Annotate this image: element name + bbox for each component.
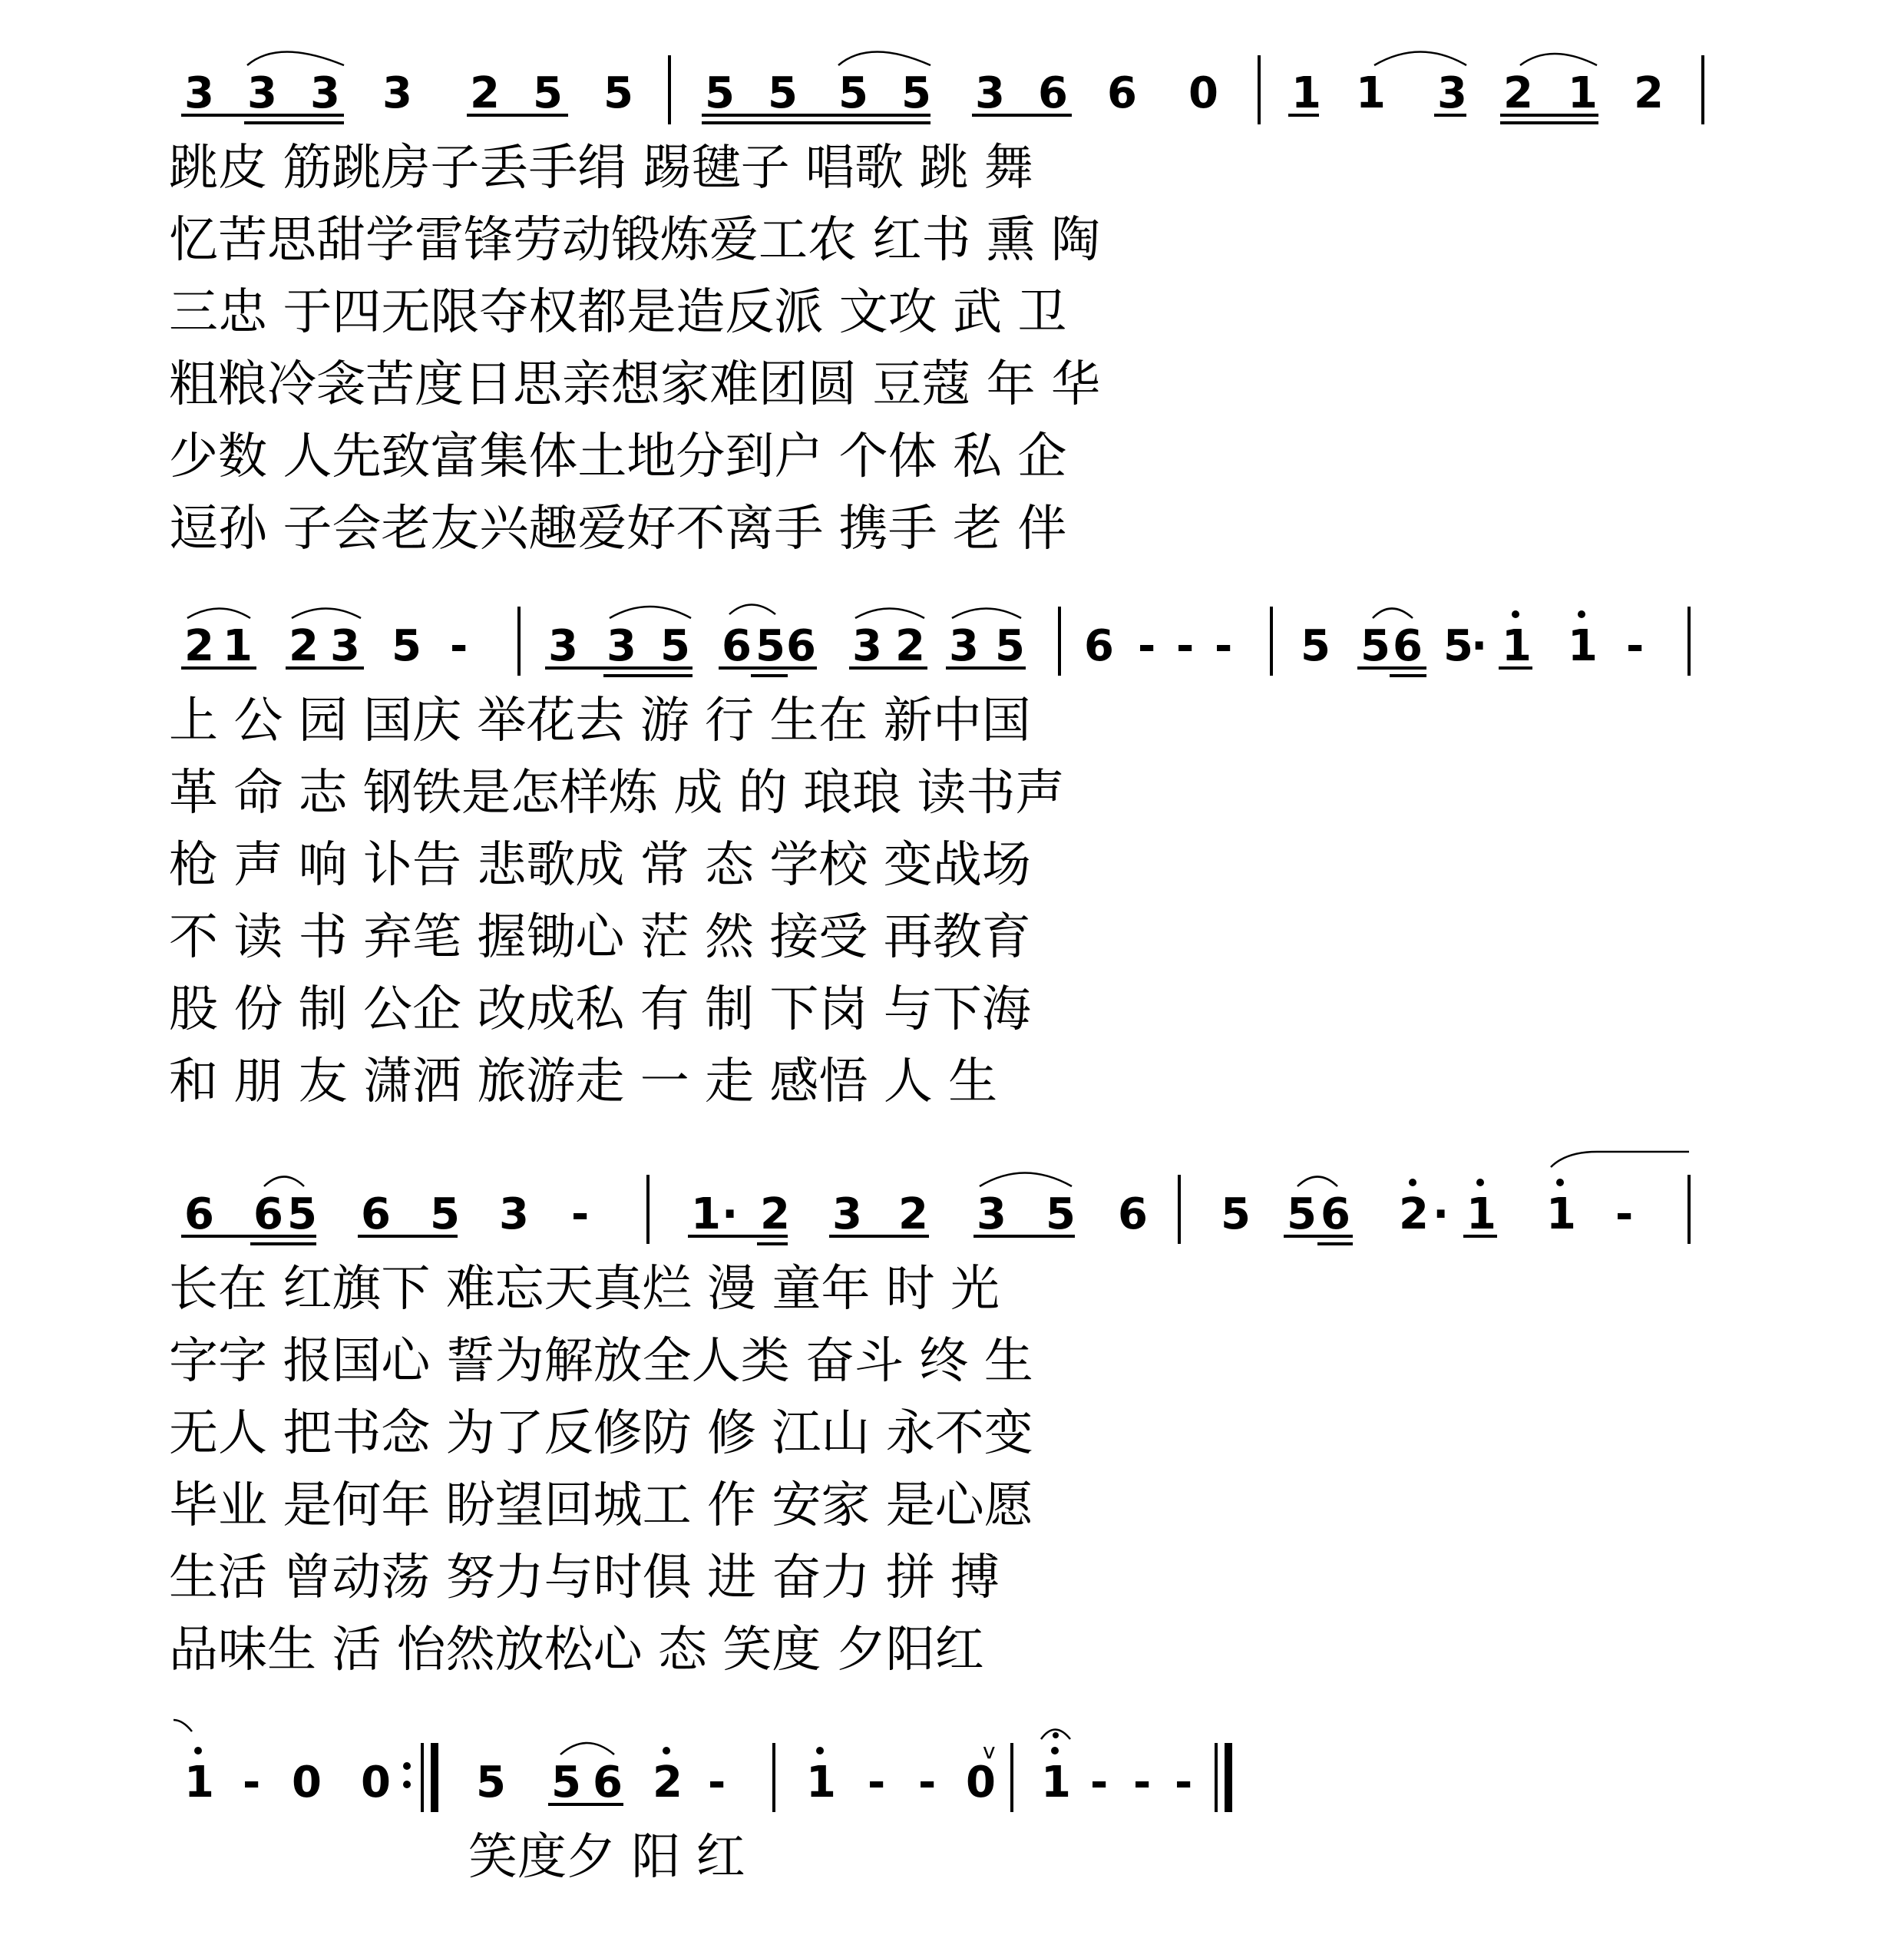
lyric-line: 跳皮 筋跳房子丢手绢 踢毽子 唱歌 跳 舞 xyxy=(169,140,1033,197)
lyrics-row-3 xyxy=(169,1261,1033,1678)
note: 3 xyxy=(977,1189,1007,1239)
note: - xyxy=(571,1189,590,1239)
note: 1 xyxy=(1546,1189,1576,1239)
note: - xyxy=(918,1758,937,1807)
lyrics-row-1 xyxy=(169,140,1100,557)
staff-row-1 xyxy=(181,52,1703,125)
note: 2 xyxy=(470,68,500,118)
lyric-line: 粗粮冷衾苦度日思亲想家难团圆 豆蔻 年 华 xyxy=(169,356,1101,413)
note: 3 xyxy=(247,68,277,118)
note: 6 xyxy=(1393,621,1423,671)
lyric-line: 股 份 制 公企 改成私 有 制 下岗 与下海 xyxy=(169,981,1031,1038)
note: - xyxy=(868,1758,886,1807)
lyric-line: 毕业 是何年 盼望回城工 作 安家 是心愿 xyxy=(169,1477,1033,1534)
lyric-line: 长在 红旗下 难忘天真烂 漫 童年 时 光 xyxy=(169,1261,1000,1318)
note: 6 xyxy=(1084,621,1114,671)
note: 6 xyxy=(184,1189,214,1239)
note: 3 xyxy=(975,68,1005,118)
lyric-line: 枪 声 响 讣告 悲歌成 常 态 学校 变战场 xyxy=(169,837,1031,894)
note: - xyxy=(1133,1758,1152,1807)
staff-row-3 xyxy=(181,1152,1689,1244)
note: 2 xyxy=(895,621,925,671)
note: · xyxy=(722,1189,739,1239)
note: - xyxy=(1175,1758,1193,1807)
note: 6 xyxy=(1107,68,1137,118)
note: 5 xyxy=(287,1189,317,1239)
note: 0 xyxy=(292,1758,322,1807)
note: 6 xyxy=(361,1189,391,1239)
lyric-line: 少数 人先致富集体土地分到户 个体 私 企 xyxy=(169,428,1067,485)
note: 5 xyxy=(392,621,421,671)
note: - xyxy=(1090,1758,1109,1807)
note: 1 xyxy=(1568,68,1598,118)
lyric-line: 品味生 活 怡然放松心 态 笑度 夕阳红 xyxy=(169,1622,984,1678)
note: 5 xyxy=(838,68,868,118)
note: 2 xyxy=(289,621,319,671)
note: 2 xyxy=(1634,68,1664,118)
note: 1 xyxy=(1041,1758,1071,1807)
note: 5 xyxy=(533,68,563,118)
note: 1 xyxy=(806,1758,836,1807)
note: 6 xyxy=(722,621,752,671)
note: 2 xyxy=(653,1758,683,1807)
note: 1 xyxy=(1356,68,1386,118)
note: 5 xyxy=(705,68,735,118)
note: 6 xyxy=(1038,68,1068,118)
note: 3 xyxy=(330,621,360,671)
note: 6 xyxy=(1321,1189,1350,1239)
note: 5 xyxy=(476,1758,506,1807)
lyric-line: 无人 把书念 为了反修防 修 江山 永不变 xyxy=(169,1405,1033,1462)
lyric-line: 笑度夕 阳 红 xyxy=(468,1829,745,1886)
note: 1 xyxy=(184,1758,214,1807)
note: 1 xyxy=(1568,621,1598,671)
note: 6 xyxy=(786,621,816,671)
breath-mark: v xyxy=(983,1738,996,1764)
note: 3 xyxy=(184,68,214,118)
note: 6 xyxy=(1118,1189,1148,1239)
note: 6 xyxy=(593,1758,623,1807)
note: 5 xyxy=(901,68,931,118)
note: 1 xyxy=(691,1189,721,1239)
lyrics-row-4 xyxy=(468,1829,745,1886)
note: 5 xyxy=(1301,621,1330,671)
note: 0 xyxy=(1188,68,1218,118)
lyric-line: 生活 曾动荡 努力与时俱 进 奋力 拼 搏 xyxy=(169,1549,1000,1606)
lyric-line: 逗孙 子会老友兴趣爱好不离手 携手 老 伴 xyxy=(169,501,1067,557)
lyrics-row-2 xyxy=(169,693,1064,1110)
note: 5 xyxy=(660,621,690,671)
lyric-line: 上 公 园 国庆 举花去 游 行 生在 新中国 xyxy=(169,693,1031,749)
note: 5 xyxy=(755,621,785,671)
note: 1 xyxy=(1291,68,1321,118)
note: 1 xyxy=(1502,621,1532,671)
note: - xyxy=(1176,621,1195,671)
note: 3 xyxy=(1437,68,1467,118)
lyric-line: 和 朋 友 潇洒 旅游走 一 走 感悟 人 生 xyxy=(169,1053,998,1110)
note: 3 xyxy=(607,621,636,671)
lyric-line: 革 命 志 钢铁是怎样炼 成 的 琅琅 读书声 xyxy=(169,765,1065,822)
note: 3 xyxy=(852,621,882,671)
note: - xyxy=(1138,621,1156,671)
lyric-line: 三忠 于四无限夺权都是造反派 文攻 武 卫 xyxy=(169,284,1067,341)
note: 3 xyxy=(548,621,578,671)
note: 3 xyxy=(949,621,979,671)
note: 5 xyxy=(551,1758,581,1807)
note: - xyxy=(1215,621,1233,671)
repeat-sign: :‖ xyxy=(399,1796,401,1797)
note: 3 xyxy=(310,68,340,118)
staff-row-2 xyxy=(181,605,1689,676)
note: 2 xyxy=(1503,68,1533,118)
note: 5 xyxy=(1287,1189,1317,1239)
note: 0 xyxy=(966,1758,996,1807)
note: 6 xyxy=(253,1189,283,1239)
note: 5 xyxy=(768,68,798,118)
note: 3 xyxy=(499,1189,529,1239)
note: - xyxy=(1615,1189,1634,1239)
note: 2 xyxy=(184,621,214,671)
note: 5 xyxy=(995,621,1025,671)
note: · xyxy=(1471,621,1488,671)
note: - xyxy=(708,1758,726,1807)
note: 2 xyxy=(898,1189,928,1239)
note: 5 xyxy=(1221,1189,1251,1239)
lyric-line: 不 读 书 弃笔 握锄心 茫 然 接受 再教育 xyxy=(169,909,1031,966)
note: - xyxy=(243,1758,261,1807)
note: 5 xyxy=(1443,621,1473,671)
staff-row-4 xyxy=(174,1720,1228,1812)
note: 5 xyxy=(430,1189,460,1239)
note: 1 xyxy=(223,621,253,671)
note: 3 xyxy=(832,1189,862,1239)
note: · xyxy=(1433,1189,1449,1239)
note: 0 xyxy=(361,1758,391,1807)
note: - xyxy=(1626,621,1645,671)
note: 5 xyxy=(603,68,633,118)
note: 5 xyxy=(1360,621,1390,671)
lyric-line: 忆苦思甜学雷锋劳动锻炼爱工农 红书 熏 陶 xyxy=(169,212,1101,269)
note: 5 xyxy=(1046,1189,1076,1239)
note: - xyxy=(450,621,468,671)
note: 2 xyxy=(760,1189,790,1239)
lyric-line: 字字 报国心 誓为解放全人类 奋斗 终 生 xyxy=(169,1333,1033,1390)
note: 1 xyxy=(1466,1189,1496,1239)
note: 2 xyxy=(1399,1189,1429,1239)
note: 3 xyxy=(382,68,412,118)
